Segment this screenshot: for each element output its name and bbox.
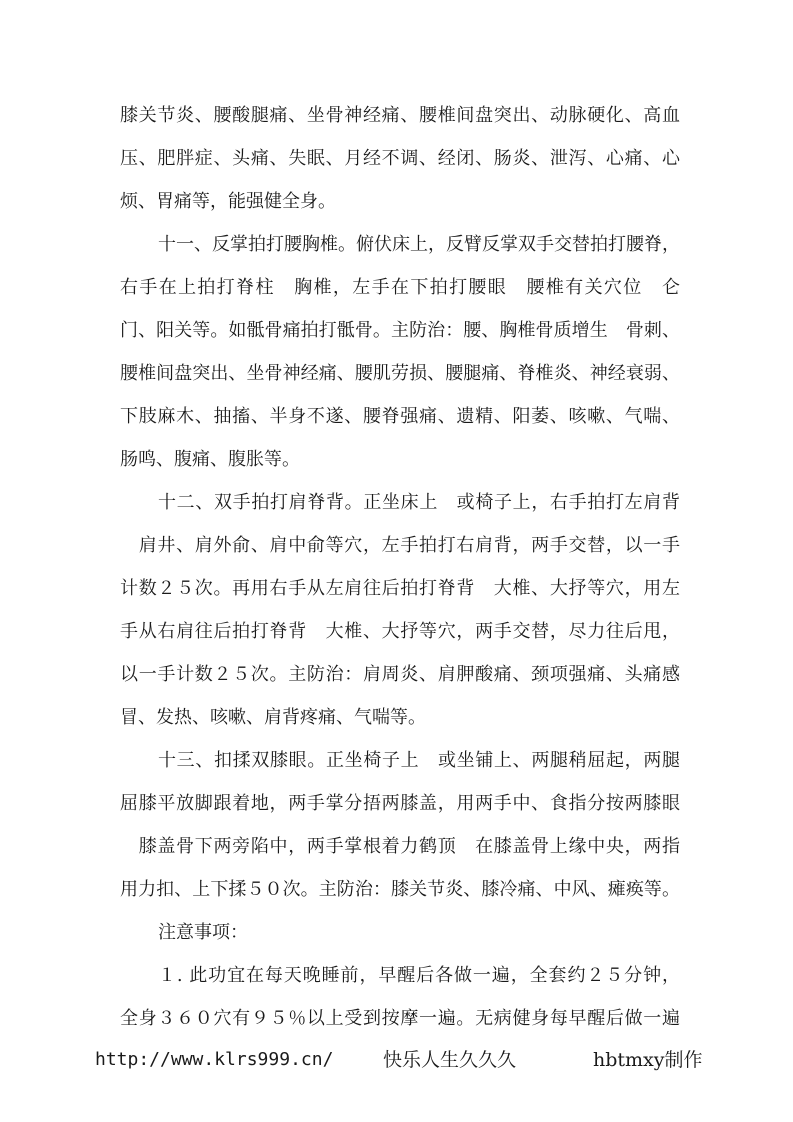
text-line: 烦、胃痛等，能强健全身。 [120, 191, 336, 212]
text-line: 膝关节炎、腰酸腿痛、坐骨神经痛、腰椎间盘突出、动脉硬化、高血 [120, 105, 680, 126]
text-line: 压、肥胖症、头痛、失眠、月经不调、经闭、肠炎、泄泻、心痛、心 [120, 148, 680, 169]
text-line: 右手在上拍打脊柱 胸椎，左手在下拍打腰眼 腰椎有关穴位 仑 [120, 277, 680, 298]
footer-motto: 快乐人生久久久 [383, 1049, 517, 1071]
page-footer [95, 1046, 715, 1074]
text-line: 肩井、肩外俞、肩中俞等穴，左手拍打右肩背，两手交替，以一手 [120, 535, 680, 556]
text-line: 手从右肩往后拍打脊背 大椎、大抒等穴，两手交替，尽力往后甩， [120, 621, 680, 642]
text-line: 用力扣、上下揉５０次。主防治：膝关节炎、膝冷痛、中风、瘫痪等。 [120, 879, 680, 900]
footer-maker: hbtmxy制作 [593, 1049, 703, 1071]
text-line: 十一、反掌拍打腰胸椎。俯伏床上，反臂反掌双手交替拍打腰脊， [158, 234, 680, 255]
text-line: 肠鸣、腹痛、腹胀等。 [120, 449, 300, 470]
text-line: 膝盖骨下两旁陷中，两手掌根着力鹤顶 在膝盖骨上缘中央，两指 [120, 836, 680, 857]
footer-url-link[interactable]: http://www.klrs999.cn/ [95, 1049, 334, 1070]
text-line: 腰椎间盘突出、坐骨神经痛、腰肌劳损、腰腿痛、脊椎炎、神经衰弱、 [120, 363, 680, 384]
text-line: 门、阳关等。如骶骨痛拍打骶骨。主防治：腰、胸椎骨质增生 骨刺、 [120, 320, 680, 341]
text-line: 计数２５次。再用右手从左肩往后拍打脊背 大椎、大抒等穴，用左 [120, 578, 680, 599]
text-line: １. 此功宜在每天晚睡前，早醒后各做一遍，全套约２５分钟， [158, 965, 680, 986]
text-line: 以一手计数２５次。主防治：肩周炎、肩胛酸痛、颈项强痛、头痛感 [120, 664, 680, 685]
section-heading: 注意事项： [158, 922, 248, 943]
text-line: 十二、双手拍打肩脊背。正坐床上 或椅子上，右手拍打左肩背 [158, 492, 680, 513]
text-line: 全身３６０穴有９５％以上受到按摩一遍。无病健身每早醒后做一遍 [120, 1008, 680, 1029]
text-line: 十三、扣揉双膝眼。正坐椅子上 或坐铺上、两腿稍屈起，两腿 [158, 750, 680, 771]
text-line: 下肢麻木、抽搐、半身不遂、腰脊强痛、遗精、阳萎、咳嗽、气喘、 [120, 406, 680, 427]
text-line: 屈膝平放脚跟着地，两手掌分捂两膝盖，用两手中、食指分按两膝眼 [120, 793, 680, 814]
text-line: 冒、发热、咳嗽、肩背疼痛、气喘等。 [120, 707, 426, 728]
